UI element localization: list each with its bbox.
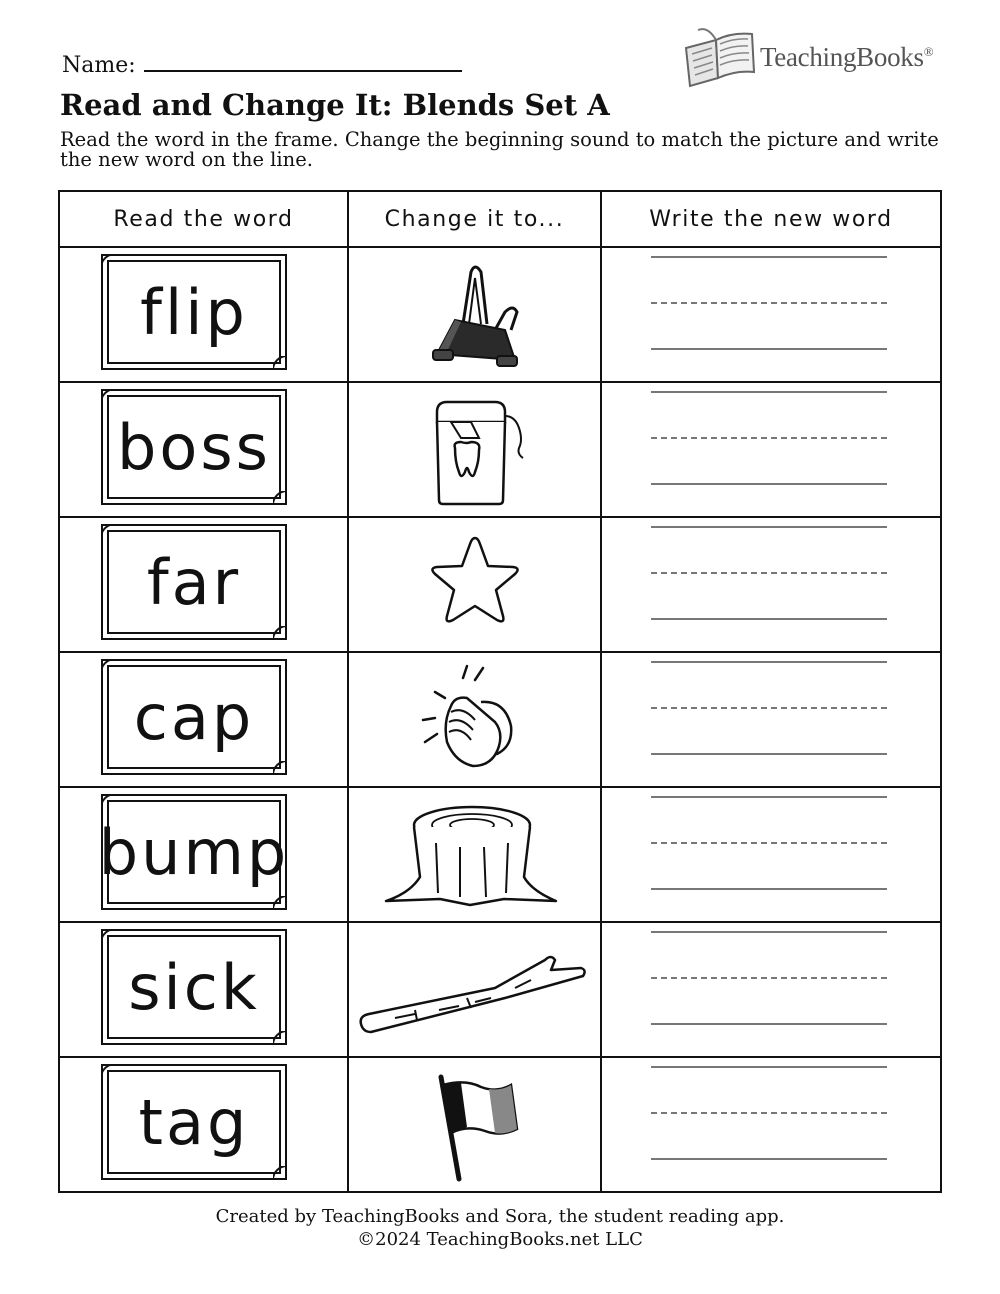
tree-stump-icon: [380, 797, 570, 913]
word-text: flip: [140, 275, 248, 349]
word-frame: [101, 1064, 287, 1180]
word-text: far: [146, 545, 242, 619]
answer-cell[interactable]: [601, 1057, 941, 1192]
word-text: bump: [98, 815, 290, 889]
footer-credit: Created by TeachingBooks and Sora, the student reading app.: [215, 1206, 785, 1227]
name-line[interactable]: [144, 50, 462, 72]
writing-lines[interactable]: [651, 796, 887, 892]
answer-cell[interactable]: [601, 922, 941, 1057]
page-title: Read and Change It: Blends Set A: [60, 88, 610, 122]
picture-cell: [348, 517, 601, 652]
writing-lines[interactable]: [651, 1066, 887, 1162]
table-row: [59, 787, 941, 922]
footer-copyright: ©2024 TeachingBooks.net LLC: [357, 1229, 643, 1250]
brand-name: TeachingBooks®: [760, 42, 934, 72]
word-cell: [59, 652, 348, 787]
word-cell: [59, 517, 348, 652]
word-text: tag: [138, 1085, 250, 1159]
footer: [0, 1205, 1000, 1251]
flag-icon: [425, 1067, 525, 1183]
picture-cell: [348, 382, 601, 517]
worksheet-table: [58, 190, 942, 1193]
answer-cell[interactable]: [601, 382, 941, 517]
word-frame: [101, 524, 287, 640]
writing-lines[interactable]: [651, 661, 887, 757]
word-text: boss: [117, 410, 271, 484]
teachingbooks-logo: [682, 26, 944, 90]
answer-cell[interactable]: [601, 517, 941, 652]
word-cell: [59, 787, 348, 922]
picture-cell: [348, 787, 601, 922]
table-row: [59, 382, 941, 517]
table-row: [59, 517, 941, 652]
header-read-the-word: Read the word: [59, 191, 348, 247]
word-text: sick: [128, 950, 260, 1024]
word-frame: [101, 929, 287, 1045]
word-frame: [101, 389, 287, 505]
word-text: cap: [133, 680, 255, 754]
table-row: [59, 922, 941, 1057]
word-cell: [59, 1057, 348, 1192]
name-label: Name:: [62, 53, 136, 78]
table-row: [59, 1057, 941, 1192]
name-field: [62, 50, 462, 78]
answer-cell[interactable]: [601, 652, 941, 787]
writing-lines[interactable]: [651, 526, 887, 622]
word-cell: [59, 922, 348, 1057]
table-row: [59, 247, 941, 382]
star-icon: [415, 530, 535, 640]
picture-cell: [348, 1057, 601, 1192]
clapping-hands-icon: [415, 662, 535, 778]
word-frame: [101, 659, 287, 775]
stick-icon: [355, 940, 595, 1040]
word-frame: [98, 794, 290, 910]
picture-cell: [348, 922, 601, 1057]
instructions: Read the word in the frame. Change the beginning sound to match the picture and write the new word on the line.: [60, 128, 939, 171]
word-frame: [101, 254, 287, 370]
dental-floss-icon: [405, 392, 545, 508]
word-cell: [59, 247, 348, 382]
table-row: [59, 652, 941, 787]
header-change-it-to: Change it to...: [348, 191, 601, 247]
writing-lines[interactable]: [651, 931, 887, 1027]
answer-cell[interactable]: [601, 247, 941, 382]
header-write-the-new-word: Write the new word: [601, 191, 941, 247]
picture-cell: [348, 652, 601, 787]
writing-lines[interactable]: [651, 256, 887, 352]
answer-cell[interactable]: [601, 787, 941, 922]
binder-clip-icon: [425, 260, 525, 370]
open-book-icon: [682, 26, 760, 90]
picture-cell: [348, 247, 601, 382]
writing-lines[interactable]: [651, 391, 887, 487]
word-cell: [59, 382, 348, 517]
